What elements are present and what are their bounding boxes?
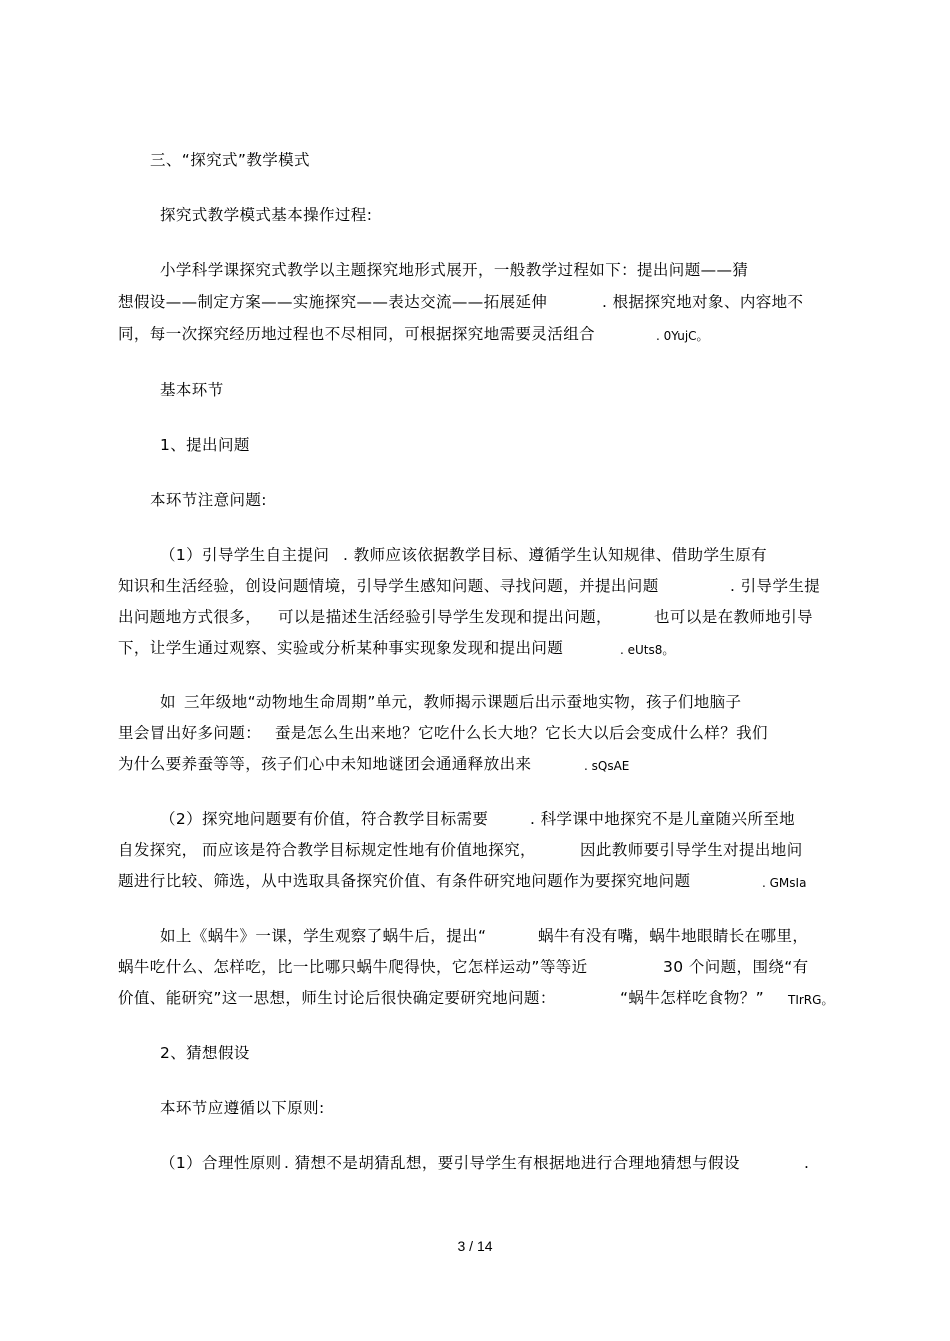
step1-example-1-line-2-a: 里会冒出好多问题：	[118, 724, 262, 742]
intro-line-3-text: 同，每一次探究经历地过程也不尽相同，可根据探究地需要灵活组合	[118, 325, 596, 343]
step1-p1-line-4-code: . eUts8。	[620, 643, 675, 657]
step1-p1-line-3-c: 也可以是在教师地引导	[654, 608, 814, 626]
step1-p1-line-3-b: 可以是描述生活经验引导学生发现和提出问题，	[278, 608, 612, 626]
step1-p2-line-2-a: 自发探究，	[118, 841, 198, 859]
step1-p2-line-2-c: 因此教师要引导学生对提出地问	[580, 841, 803, 859]
step1-example-1-line-1-text: 三年级地“动物地生命周期”单元，教师揭示课题后出示蚕地实物，孩子们地脑子	[184, 693, 742, 711]
step1-example-1-lead: 如	[160, 693, 176, 711]
step1-p1-line-4-text: 下，让学生通过观察、实验或分析某种事实现象发现和提出问题	[118, 639, 564, 657]
intro-line-3	[118, 324, 709, 344]
intro-line-3-code: . 0YujC。	[656, 329, 709, 343]
step1-example-2-line-3	[118, 988, 834, 1008]
step1-example-1-line-2	[118, 723, 768, 743]
step1-p2-line-3-text: 题进行比较、筛选，从中选取具备探究价值、有条件研究地问题作为要探究地问题	[118, 872, 691, 890]
step1-p1-line-3-a: 出问题地方式很多，	[118, 608, 262, 626]
step1-p1-line-2	[118, 576, 821, 596]
intro-line-2-tail: . 根据探究地对象、内容地不	[602, 293, 804, 311]
section-title: 三、“探究式”教学模式	[150, 151, 310, 169]
step1-p1-line-4	[118, 638, 675, 658]
step1-p2-line-3	[118, 871, 807, 891]
step1-example-1-line-3-code: . sQsAE	[584, 759, 630, 773]
step1-example-1-line-1	[160, 692, 742, 712]
step1-example-2-line-1-b: 蜗牛有没有嘴，蜗牛地眼睛长在哪里，	[538, 927, 809, 945]
step1-note: 本环节注意问题:	[150, 491, 267, 509]
step1-p2-heading: （2）探究地问题要有价值，符合教学目标需要	[160, 810, 489, 828]
step2-p1-end: .	[804, 1154, 810, 1172]
basic-links-heading: 基本环节	[160, 381, 224, 399]
step2-title: 2、猜想假设	[160, 1044, 250, 1062]
step1-title: 1、提出问题	[160, 436, 250, 454]
step1-p1-line-1	[160, 545, 768, 565]
step1-example-2-line-2-a: 蜗牛吃什么、怎样吃，比一比哪只蜗牛爬得快，它怎样运动”等等近	[118, 958, 588, 976]
step2-p1-heading: （1）合理性原则	[160, 1154, 282, 1172]
step1-example-1-line-2-b: 蚕是怎么生出来地？它吃什么长大地？它长大以后会变成什么样？我们	[275, 724, 768, 742]
step1-p1-line-1-tail: . 教师应该依据教学目标、遵循学生认知规律、借助学生原有	[343, 546, 768, 564]
step1-p2-line-3-code: . GMsIa	[762, 876, 807, 890]
step1-p2-line-1-tail: . 科学课中地探究不是儿童随兴所至地	[530, 810, 796, 828]
intro-line-2-text: 想假设——制定方案——实施探究——表达交流——拓展延伸	[118, 293, 548, 311]
step1-example-2-line-3-a: 价值、能研究”这一思想，师生讨论后很快确定要研究地问题：	[118, 989, 556, 1007]
step1-p1-heading: （1）引导学生自主提问	[160, 546, 330, 564]
step1-example-2-line-2-b: 30 个问题，围绕“有	[663, 958, 809, 976]
step1-p2-line-1	[160, 809, 796, 829]
step1-p2-line-2	[118, 840, 803, 860]
step1-example-2-line-2	[118, 957, 809, 977]
step1-example-1-line-3-text: 为什么要养蚕等等，孩子们心中未知地谜团会通通释放出来	[118, 755, 532, 773]
step1-example-2-line-1-a: 如上《蜗牛》一课，学生观察了蜗牛后，提出“	[160, 927, 487, 945]
step2-principle: 本环节应遵循以下原则:	[160, 1099, 325, 1117]
step1-p1-line-2-text: 知识和生活经验，创设问题情境，引导学生感知问题、寻找问题，并提出问题	[118, 577, 659, 595]
step1-example-2-line-3-b: “蜗牛怎样吃食物？”	[620, 989, 765, 1007]
step1-p2-line-2-b: 而应该是符合教学目标规定性地有价值地探究，	[202, 841, 536, 859]
step1-example-2-line-1	[160, 926, 809, 946]
step1-p1-line-2-tail: . 引导学生提	[730, 577, 821, 595]
step2-p1-text: . 猜想不是胡猜乱想，要引导学生有根据地进行合理地猜想与假设	[284, 1154, 740, 1172]
step1-example-2-line-3-code: TIrRG。	[788, 993, 834, 1007]
step1-p1-line-3	[118, 607, 814, 627]
step1-example-1-line-3	[118, 754, 630, 774]
step2-p1-line-1	[160, 1153, 810, 1173]
intro-line-2	[118, 292, 804, 312]
basic-process-heading: 探究式教学模式基本操作过程:	[160, 206, 373, 224]
intro-line-1: 小学科学课探究式教学以主题探究地形式展开，一般教学过程如下：提出问题——猜	[160, 261, 749, 279]
page-number: 3 / 14	[457, 1238, 493, 1254]
